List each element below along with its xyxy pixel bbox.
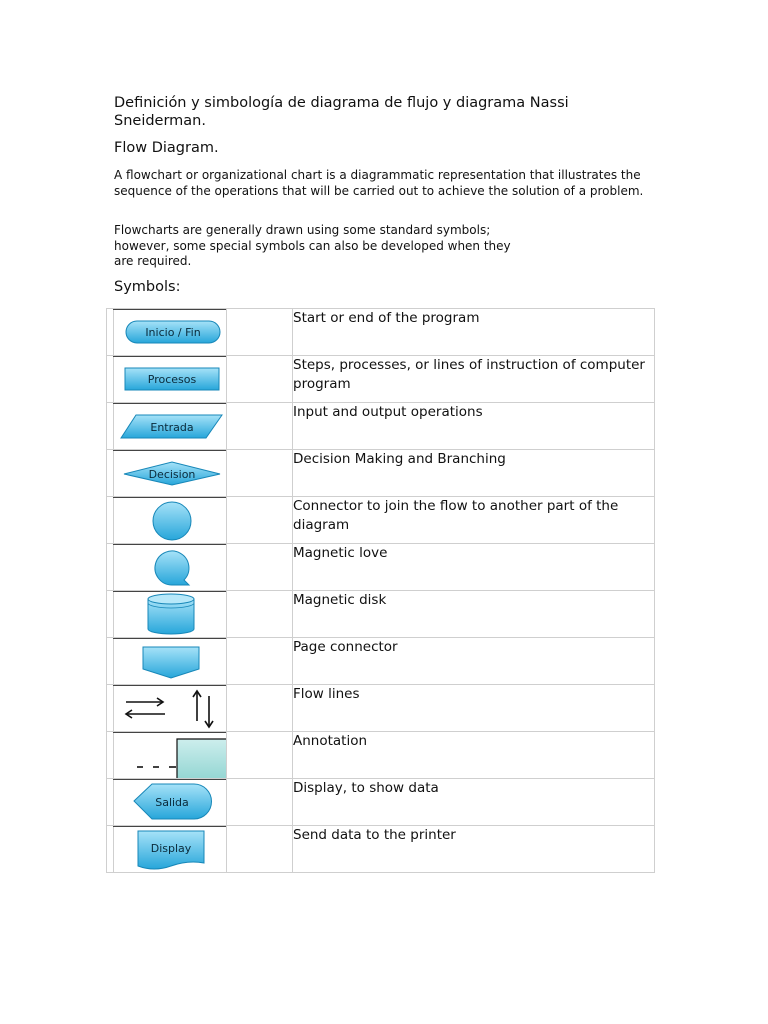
display-shape (114, 779, 226, 825)
symbol-row-process (107, 356, 655, 403)
process-shape (114, 356, 226, 402)
process-label: Procesos (147, 373, 197, 386)
symbol-description: Annotation (293, 732, 655, 779)
decision-shape (114, 450, 226, 496)
flow-lines-arrows-icon (114, 685, 226, 731)
symbol-description: Send data to the printer (293, 826, 655, 873)
annotation-shape (114, 732, 226, 778)
symbol-row-decision (107, 450, 655, 497)
input-output-label: Entrada (150, 421, 194, 434)
symbol-description: Start or end of the program (293, 309, 655, 356)
decision-label: Decision (148, 468, 196, 481)
symbol-description: Display, to show data (293, 779, 655, 826)
terminator-label: Inicio / Fin (145, 326, 201, 339)
symbol-row-annotation (107, 732, 655, 779)
symbol-row-document (107, 826, 655, 873)
symbol-description: Magnetic disk (293, 591, 655, 638)
symbol-description: Flow lines (293, 685, 655, 732)
symbol-description: Page connector (293, 638, 655, 685)
symbol-row-input-output (107, 403, 655, 450)
connector-shape (114, 497, 226, 543)
symbol-row-magnetic-disk (107, 591, 655, 638)
magnetic-tape-shape (114, 544, 226, 590)
symbol-row-display (107, 779, 655, 826)
symbol-row-magnetic-tape (107, 544, 655, 591)
symbol-row-page-connector (107, 638, 655, 685)
document-shape (114, 826, 226, 872)
terminator-shape (114, 309, 226, 355)
paragraph-standard-symbols: Flowcharts are generally drawn using some standard symbols; however, some special symbols can also be developed when they are required. (114, 223, 511, 268)
symbol-description: Input and output operations (293, 403, 655, 450)
symbols-table (106, 308, 655, 873)
section-heading: Flow Diagram. (114, 140, 219, 156)
display-label: Salida (155, 796, 189, 809)
symbol-description: Magnetic love (293, 544, 655, 591)
symbol-row-connector (107, 497, 655, 544)
paragraph-definition: A flowchart or organizational chart is a diagrammatic representation that illustrates the sequence of the operations that will be carried out to achieve the solution of a problem. (114, 168, 644, 198)
document-title: Definición y simbología de diagrama de flujo y diagrama Nassi Sneiderman. (114, 95, 569, 129)
symbol-description: Steps, processes, or lines of instruction of computer program (293, 356, 655, 403)
input-output-shape (114, 403, 226, 449)
document-label: Display (150, 842, 192, 855)
symbol-row-terminator (107, 309, 655, 356)
symbols-heading: Symbols: (114, 279, 181, 295)
page-connector-shape (114, 638, 226, 684)
magnetic-disk-shape (114, 591, 226, 637)
symbol-description: Decision Making and Branching (293, 450, 655, 497)
symbol-row-flow-lines (107, 685, 655, 732)
symbol-description: Connector to join the flow to another part of the diagram (293, 497, 655, 544)
